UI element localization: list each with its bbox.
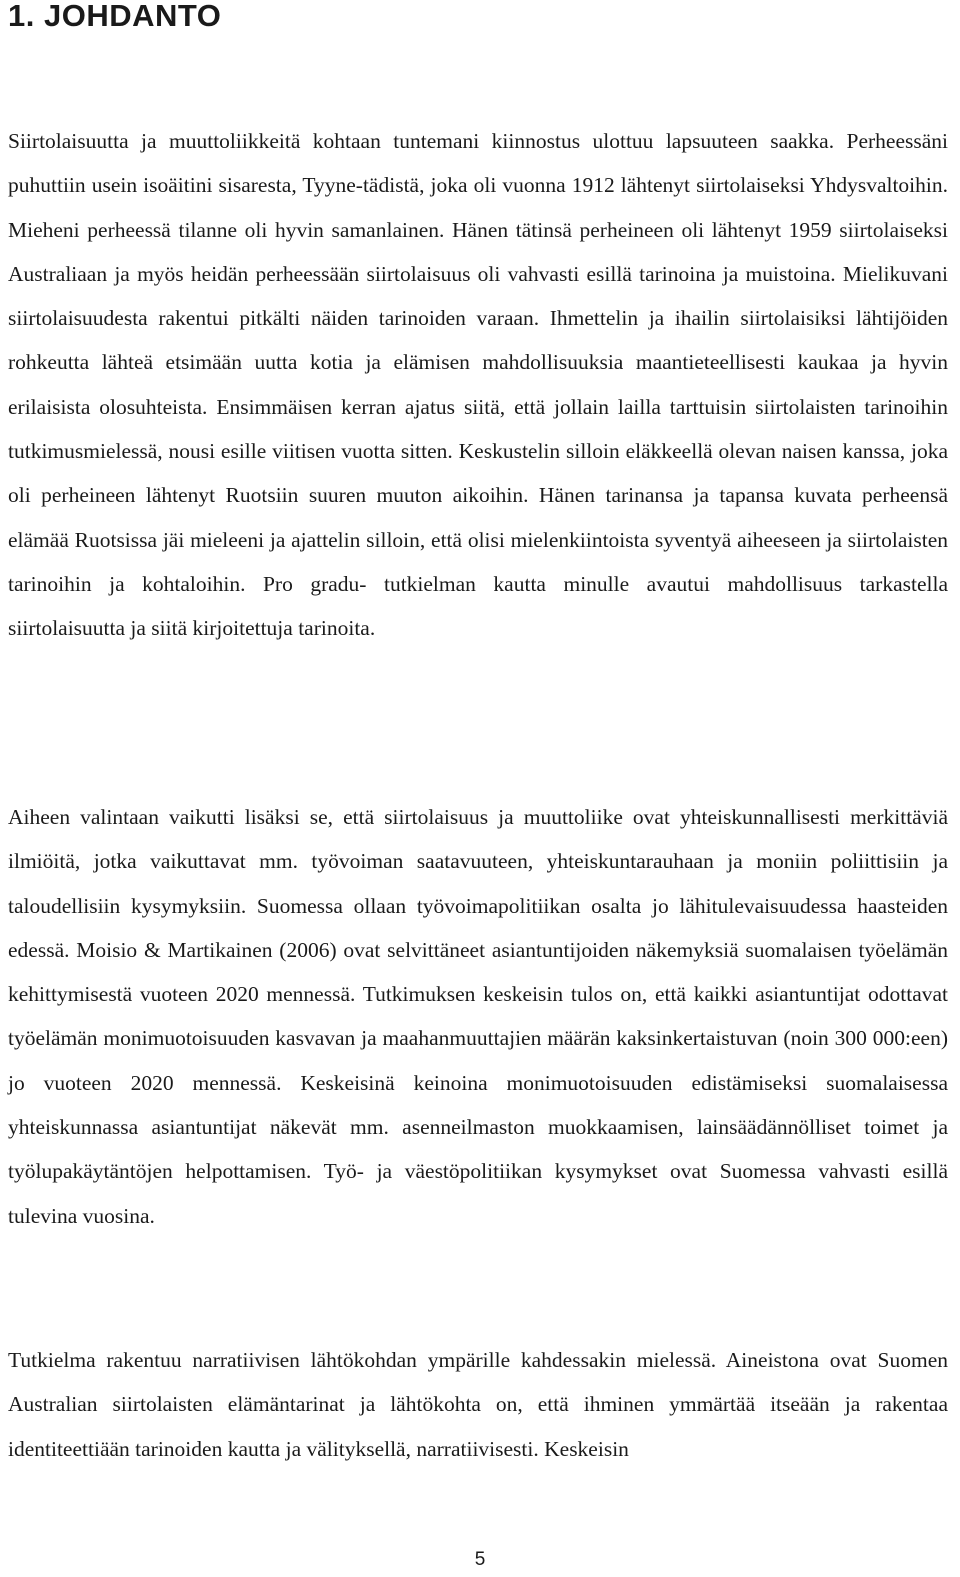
- paragraph-topic-selection: Aiheen valintaan vaikutti lisäksi se, että siirtolaisuus ja muuttoliike ovat yhteiskunnallisesti merkittäviä ilmiöitä, jotka vaikuttavat mm. työvoiman saatavuuteen, yhteiskuntarauhaan ja moniin poliittisiin ja taloudellisiin kysymyksiin. Suomessa ollaan työvoimapolitiikan osalta jo lähitulevaisuudessa haasteiden edessä. Moisio & Martikainen (2006) ovat selvittäneet asiantuntijoiden näkemyksiä suomalaisen työelämän kehittymisestä vuoteen 2020 mennessä. Tutkimuksen keskeisin tulos on, että kaikki asiantuntijat odottavat työelämän monimuotoisuuden kasvavan ja maahanmuuttajien määrän kaksinkertaistuvan (noin 300 000:een) jo vuoteen 2020 mennessä. Keskeisinä keinoina monimuotoisuuden edistämiseksi suomalaisessa yhteiskunnassa asiantuntijat näkevät mm. asenneilmaston muokkaamisen, lainsäädännölliset toimet ja työlupakäytäntöjen helpottamisen. Työ- ja väestöpolitiikan kysymykset ovat Suomessa vahvasti esillä tulevina vuosina.: [8, 805, 948, 1228]
- paragraph-introduction: Siirtolaisuutta ja muuttoliikkeitä kohtaan tuntemani kiinnostus ulottuu lapsuuteen saakka. Perheessäni puhuttiin usein isoäitini sisaresta, Tyyne-tädistä, joka oli vuonna 1912 lähtenyt siirtolaiseksi Yhdysvaltoihin. Mieheni perheessä tilanne oli hyvin samanlainen. Hänen tätinsä perheineen oli lähtenyt 1959 siirtolaiseksi Australiaan ja myös heidän perheessään siirtolaisuus oli vahvasti esillä tarinoina ja muistoina. Mielikuvani siirtolaisuudesta rakentui pitkälti näiden tarinoiden varaan. Ihmettelin ja ihailin siirtolaisiksi lähtijöiden rohkeutta lähteä etsimään uutta kotia ja elämisen mahdollisuuksia maantieteellisesti kaukaa ja hyvin erilaisista olosuhteista. Ensimmäisen kerran ajatus siitä, että jollain lailla tarttuisin siirtolaisten tarinoihin tutkimusmielessä, nousi esille viitisen vuotta sitten. Keskustelin silloin eläkkeellä olevan naisen kanssa, joka oli perheineen lähtenyt Ruotsiin suuren muuton aikoihin. Hänen tarinansa ja tapansa kuvata perheensä elämää Ruotsissa jäi mieleeni ja ajattelin silloin, että olisi mielenkiintoista syventyä aiheeseen ja siirtolaisten tarinoihin ja kohtaloihin. Pro gradu- tutkielman kautta minulle avautui mahdollisuus tarkastella siirtolaisuutta ja siitä kirjoitettuja tarinoita.: [8, 129, 948, 641]
- paragraph-narrative-approach: Tutkielma rakentuu narratiivisen lähtökohdan ympärille kahdessakin mielessä. Aineistona ovat Suomen Australian siirtolaisten elämäntarinat ja lähtökohta on, että ihminen ymmärtää itseään ja rakentaa identiteettiään tarinoiden kautta ja välityksellä, narratiivisesti. Keskeisin: [8, 1348, 948, 1461]
- chapter-heading: 1. JOHDANTO: [8, 0, 222, 33]
- page-number: 5: [474, 1549, 486, 1570]
